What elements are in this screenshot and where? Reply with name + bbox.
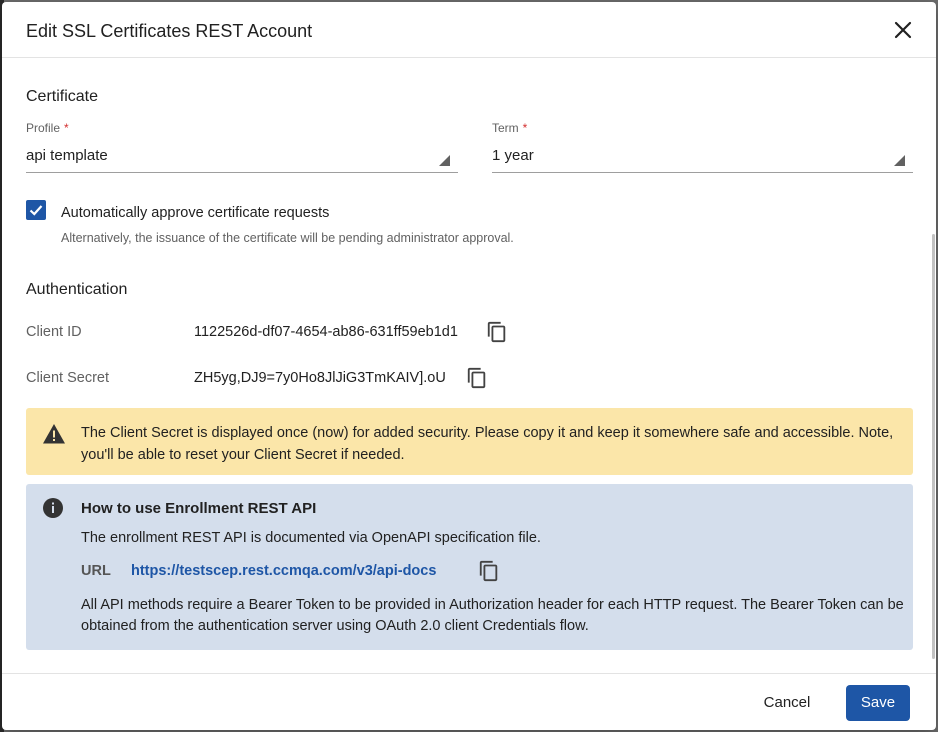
authentication-section-title: Authentication — [26, 281, 128, 298]
dropdown-arrow-icon — [439, 155, 450, 166]
close-icon — [892, 19, 914, 41]
content-scrollbar[interactable] — [932, 234, 935, 659]
client-secret-label: Client Secret — [26, 370, 110, 386]
copy-icon — [486, 321, 508, 343]
info-note: All API methods require a Bearer Token to be provided in Authorization header for each HTTP request. The Bearer Token can be obtained from the authentication server using OAuth 2.0 client Credentials flow. — [81, 597, 904, 634]
copy-icon — [466, 367, 488, 389]
auto-approve-help-text: Alternatively, the issuance of the certificate will be pending administrator approval. — [61, 231, 514, 245]
term-required-mark: * — [522, 121, 528, 135]
auto-approve-label[interactable]: Automatically approve certificate requests — [61, 205, 330, 221]
client-id-label: Client ID — [26, 324, 82, 340]
term-select[interactable] — [492, 145, 913, 173]
term-label — [492, 121, 527, 135]
api-docs-link[interactable]: https://testscep.rest.ccmqa.com/v3/api-docs — [131, 563, 437, 579]
client-secret-warning-banner — [26, 408, 913, 475]
dialog-title: Edit SSL Certificates REST Account — [26, 21, 313, 41]
term-label-text: Term — [492, 121, 519, 135]
info-title: How to use Enrollment REST API — [81, 500, 317, 517]
save-button[interactable]: Save — [846, 685, 910, 721]
certificate-section-title: Certificate — [26, 88, 99, 105]
dropdown-arrow-icon — [894, 155, 905, 166]
dialog-content — [2, 59, 936, 673]
edit-account-dialog — [2, 2, 936, 730]
profile-select[interactable] — [26, 145, 458, 173]
cancel-button[interactable]: Cancel — [763, 694, 811, 711]
copy-icon — [478, 560, 500, 582]
url-label: URL — [81, 563, 111, 579]
profile-required-mark: * — [64, 121, 69, 135]
copy-client-id-button[interactable] — [486, 321, 508, 343]
profile-select-value: api template — [26, 147, 108, 164]
copy-client-secret-button[interactable] — [466, 367, 488, 389]
dialog-footer — [2, 673, 936, 730]
close-button[interactable] — [892, 19, 914, 41]
profile-label — [26, 121, 69, 135]
term-select-value: 1 year — [492, 147, 534, 164]
api-info-panel — [26, 484, 913, 650]
copy-url-button[interactable] — [478, 560, 500, 582]
info-description: The enrollment REST API is documented via OpenAPI specification file. — [81, 530, 541, 546]
client-id-value: 1122526d-df07-4654-ab86-631ff59eb1d1 — [194, 324, 458, 340]
warning-text: The Client Secret is displayed once (now) for added security. Please copy it and keep it somewhere safe and accessible. Note, you'll be able to reset your Client Secret if needed. — [81, 425, 894, 463]
profile-label-text: Profile — [26, 121, 61, 135]
dialog-header — [2, 2, 936, 58]
warning-icon — [42, 423, 66, 445]
auto-approve-checkbox[interactable] — [26, 200, 46, 220]
info-icon — [42, 497, 64, 519]
client-secret-value: ZH5yg,DJ9=7y0Ho8JlJiG3TmKAIV].oU — [194, 370, 446, 386]
checkmark-icon — [28, 202, 44, 218]
